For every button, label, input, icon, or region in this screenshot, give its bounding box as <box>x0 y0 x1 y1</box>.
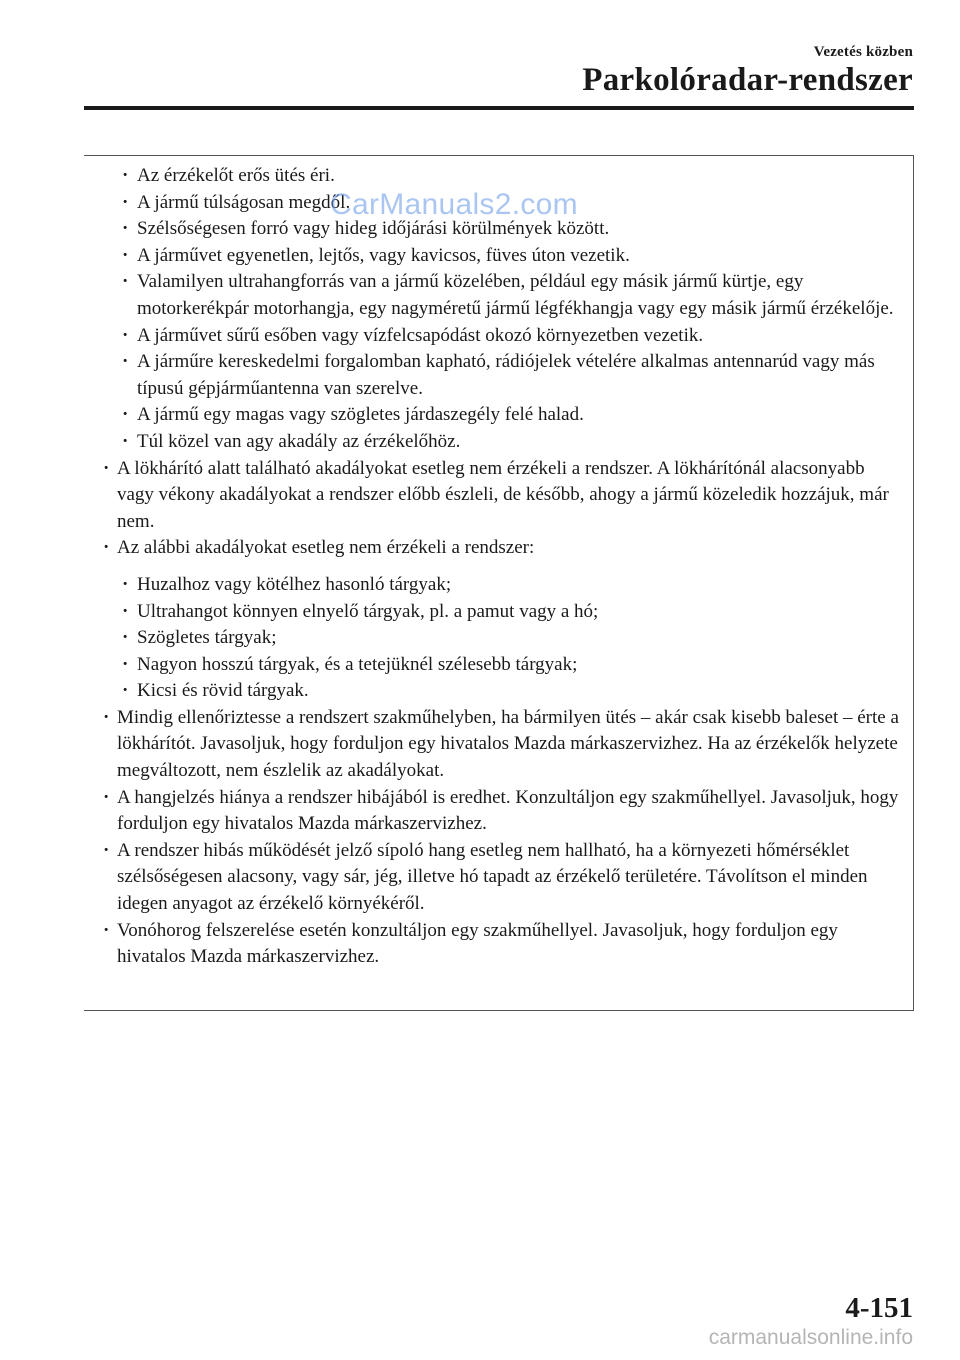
bullet-marker: · <box>122 165 129 186</box>
list-item <box>100 269 906 322</box>
list-item <box>100 429 906 456</box>
bullet-marker: · <box>122 627 129 649</box>
bullet-marker: · <box>122 430 129 452</box>
list-item <box>100 243 906 270</box>
bullet-marker: · <box>122 404 129 426</box>
list-item <box>100 625 906 652</box>
bullet-marker: · <box>122 351 129 373</box>
list-item <box>100 572 906 599</box>
list-item <box>100 402 906 429</box>
list-item-text: Huzalhoz vagy kötélhez hasonló tárgyak; <box>137 573 452 595</box>
list-item-text: A járműre kereskedelmi forgalomban kapható, rádiójelek vételére alkalmas antennarúd vagy más típusú gépjárműantenna van szerelve. <box>137 351 875 399</box>
list-item-text: Nagyon hosszú tárgyak, és a tetejüknél szélesebb tárgyak; <box>137 653 578 675</box>
bullet-marker: · <box>103 537 110 559</box>
page-number: 4-151 <box>845 1292 913 1324</box>
list-item-text: A jármű túlságosan megdől. <box>137 191 351 213</box>
list-item-text: A lökhárító alatt található akadályokat esetleg nem érzékeli a rendszer. A lökhárítónál alacsonyabb vagy vékony akadályokat a rendszer előbb észleli, de később, ahogy a jármű közeledik hozzájuk, már nem. <box>117 457 889 532</box>
bullet-list <box>100 163 906 971</box>
list-item <box>100 785 906 838</box>
list-item <box>100 599 906 626</box>
bullet-marker: · <box>122 191 129 213</box>
list-item <box>100 838 906 918</box>
list-item <box>100 652 906 679</box>
list-item-text: A járművet egyenetlen, lejtős, vagy kavicsos, füves úton vezetik. <box>137 244 630 266</box>
list-item-text: Szélsőségesen forró vagy hideg időjárási körülmények között. <box>137 218 610 240</box>
list-item-text: Kicsi és rövid tárgyak. <box>137 680 309 702</box>
footer-link[interactable]: carmanualsonline.info <box>708 1326 913 1349</box>
bullet-marker: · <box>103 457 110 479</box>
header-rule <box>84 106 914 110</box>
list-item-text: Túl közel van agy akadály az érzékelőhöz. <box>137 430 461 452</box>
list-item <box>100 349 906 402</box>
list-item-text: Az érzékelőt erős ütés éri. <box>137 165 335 186</box>
list-item-text: Ultrahangot könnyen elnyelő tárgyak, pl. a pamut vagy a hó; <box>137 600 599 622</box>
list-item-text: A hangjelzés hiánya a rendszer hibájából is eredhet. Konzultáljon egy szakműhellyel. Javasoljuk, hogy forduljon egy hivatalos Mazda márkaszervizhez. <box>117 786 899 835</box>
list-item-text: A jármű egy magas vagy szögletes járdaszegély felé halad. <box>137 404 584 426</box>
bullet-marker: · <box>122 271 129 293</box>
bullet-marker: · <box>103 839 110 861</box>
list-item-text: A járművet sűrű esőben vagy vízfelcsapódást okozó környezetben vezetik. <box>137 324 704 346</box>
list-item <box>100 678 906 705</box>
bullet-marker: · <box>122 653 129 675</box>
bullet-marker: · <box>103 786 110 808</box>
bullet-marker: · <box>122 218 129 240</box>
list-item <box>100 705 906 785</box>
watermark: CarManuals2.com <box>330 188 578 221</box>
list-item-text: Az alábbi akadályokat esetleg nem érzékeli a rendszer: <box>117 537 535 559</box>
bullet-marker: · <box>103 919 110 941</box>
bullet-marker: · <box>122 573 129 595</box>
list-gap <box>100 562 906 572</box>
list-item-text: Vonóhorog felszerelése esetén konzultáljon egy szakműhellyel. Javasoljuk, hogy forduljon egy hivatalos Mazda márkaszervizhez. <box>117 919 838 968</box>
list-item-text: A rendszer hibás működését jelző sípoló hang esetleg nem hallható, ha a környezeti hőmérséklet szélsőségesen alacsony, vagy sár, jég, illetve hó tapadt az érzékelő területére. Távolítson el minden idegen anyagot az érzékelő környékéről. <box>117 839 868 915</box>
list-item-text: Valamilyen ultrahangforrás van a jármű közelében, például egy másik jármű kürtje, egy motorkerékpár motorhangja, egy nagyméretű jármű légfékhangja vagy egy másik jármű érzékelője. <box>137 271 894 319</box>
list-item <box>100 918 906 971</box>
list-item-text: Mindig ellenőriztesse a rendszert szakműhelyben, ha bármilyen ütés – akár csak kisebb baleset – érte a lökhárítót. Javasoljuk, hogy forduljon egy hivatalos Mazda márkaszervizhez. Ha az érzékelők helyzete megváltozott, nem észlelik az akadályokat. <box>117 706 899 782</box>
list-item <box>100 323 906 350</box>
list-item <box>100 163 906 190</box>
bullet-marker: · <box>122 600 129 622</box>
bullet-marker: · <box>122 324 129 346</box>
bullet-marker: · <box>122 244 129 266</box>
section-heading: Vezetés közben <box>813 44 913 60</box>
list-item <box>100 535 906 562</box>
bullet-marker: · <box>103 706 110 728</box>
list-item-text: Szögletes tárgyak; <box>137 627 277 649</box>
page-title: Parkolóradar-rendszer <box>582 62 913 98</box>
list-item <box>100 456 906 536</box>
bullet-marker: · <box>122 680 129 702</box>
